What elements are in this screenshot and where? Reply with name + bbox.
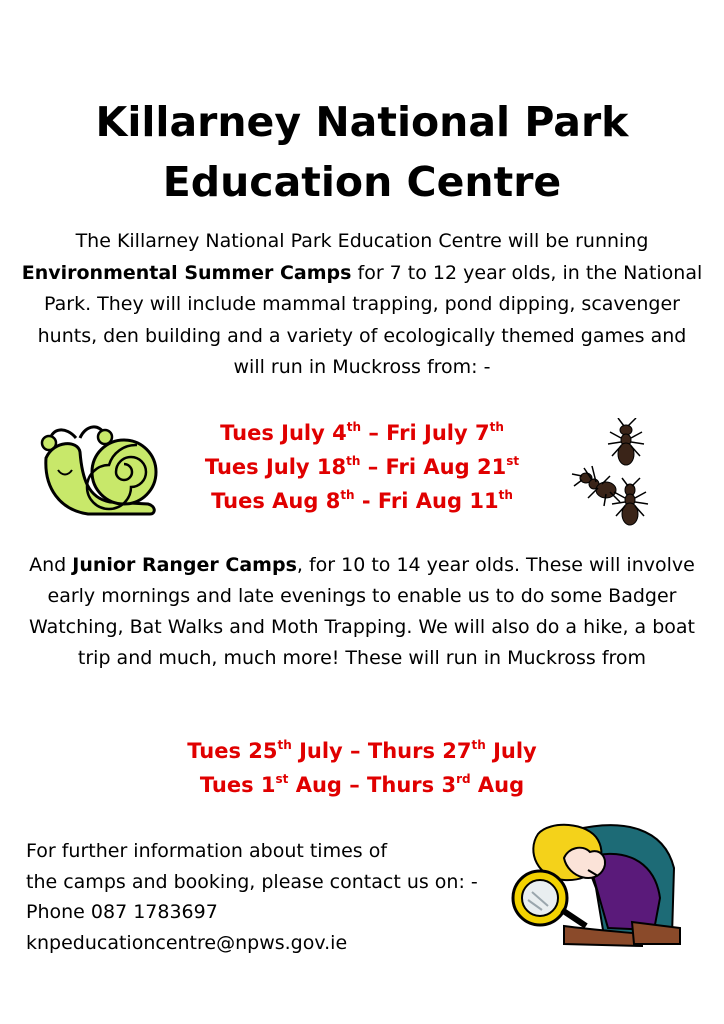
ant-icon <box>566 418 666 528</box>
intro-text-post: for 7 to 12 year olds, in the National Park. They will include mammal trapping, pond dipping, scavenger hunts, den building and a variety of ecologically themed games and will run in Muckross from: - <box>37 261 703 378</box>
env-date-3: Tues Aug 8th - Fri Aug 11th <box>211 488 513 513</box>
junior-date-2: Tues 1st Aug – Thurs 3rd Aug <box>199 772 525 797</box>
junior-paragraph <box>14 550 710 674</box>
title-line-2: Education Centre <box>162 158 562 206</box>
snail-icon <box>38 418 158 524</box>
title-line-1: Killarney National Park <box>95 98 629 146</box>
contact-block <box>26 836 506 958</box>
junior-date-1: Tues 25th July – Thurs 27th July <box>187 738 537 763</box>
contact-line-1: For further information about times of <box>26 840 388 862</box>
intro-text-bold: Environmental Summer Camps <box>21 261 352 284</box>
env-date-2: Tues July 18th – Fri Aug 21st <box>204 454 520 479</box>
ranger-magnifier-icon <box>504 818 684 958</box>
junior-text-pre: And <box>29 554 73 576</box>
junior-text-bold: Junior Ranger Camps <box>72 554 297 576</box>
contact-line-2: the camps and booking, please contact us on: - <box>26 870 478 893</box>
contact-phone: Phone 087 1783697 <box>26 901 218 923</box>
env-date-1: Tues July 4th – Fri July 7th <box>220 420 504 445</box>
intro-paragraph <box>20 226 704 384</box>
junior-text-post: , for 10 to 14 year olds. These will involve early mornings and late evenings to enable us to do some Badger Watching, Bat Walks and Moth Trapping. We will also do a hike, a boat trip and much, much more! These will run in Muckross from <box>29 554 695 669</box>
contact-email: knpeducationcentre@npws.gov.ie <box>26 931 348 954</box>
intro-text-pre: The Killarney National Park Education Centre will be running <box>75 230 649 252</box>
